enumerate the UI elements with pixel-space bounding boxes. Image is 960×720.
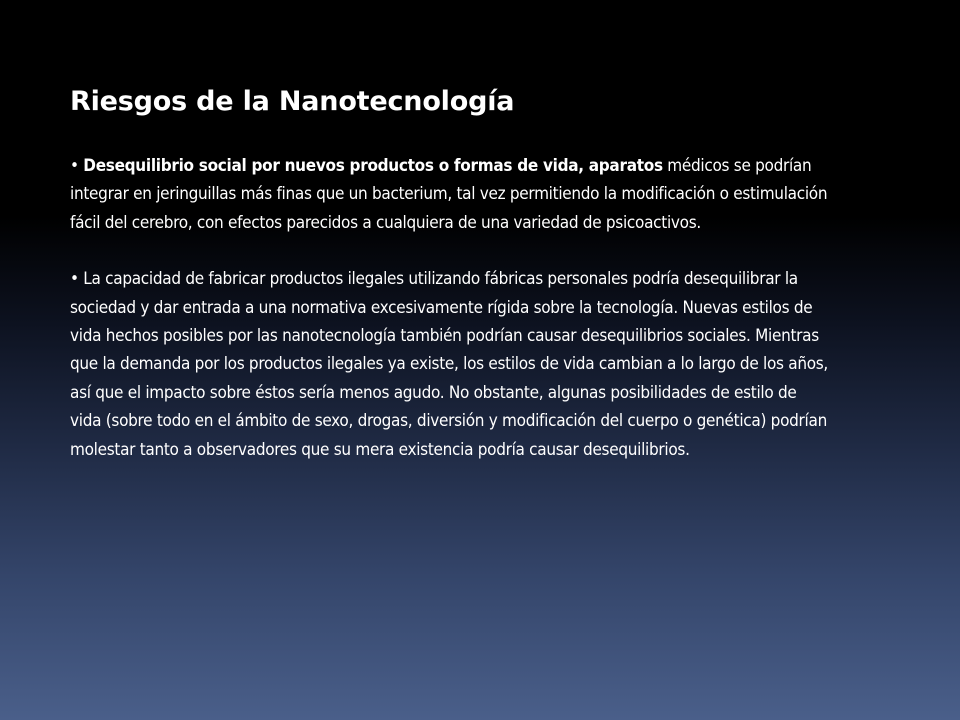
bullet-paragraph-2	[70, 265, 830, 464]
bullet-lead-text: Desequilibrio social por nuevos productos o formas de vida, aparatos	[83, 156, 663, 176]
slide-title: Riesgos de la Nanotecnología	[70, 86, 515, 117]
slide-content	[70, 82, 830, 464]
bullet-icon: •	[70, 269, 79, 290]
bullet-body-text: médicos se podrían integrar en jeringuillas más finas que un bacterium, tal vez permitiendo la modificación o estimulación fácil del cerebro, con efectos parecidos a cualquiera de una variedad de psicoactivos.	[70, 156, 828, 233]
bullet-body-text: La capacidad de fabricar productos ilegales utilizando fábricas personales podría desequilibrar la sociedad y dar entrada a una normativa excesivamente rígida sobre la tecnología. Nuevas estilos de vida hechos posibles por las nanotecnología también podrían causar desequilibrios sociales. Mientras que la demanda por los productos ilegales ya existe, los estilos de vida cambian a lo largo de los años, así que el impacto sobre éstos sería menos agudo. No obstante, algunas posibilidades de estilo de vida (sobre todo en el ámbito de sexo, drogas, diversión y modificación del cuerpo o genética) podrían molestar tanto a observadores que su mera existencia podría causar desequilibrios.	[70, 269, 828, 460]
bullet-paragraph-1	[70, 152, 830, 237]
bullet-icon: •	[70, 156, 79, 176]
